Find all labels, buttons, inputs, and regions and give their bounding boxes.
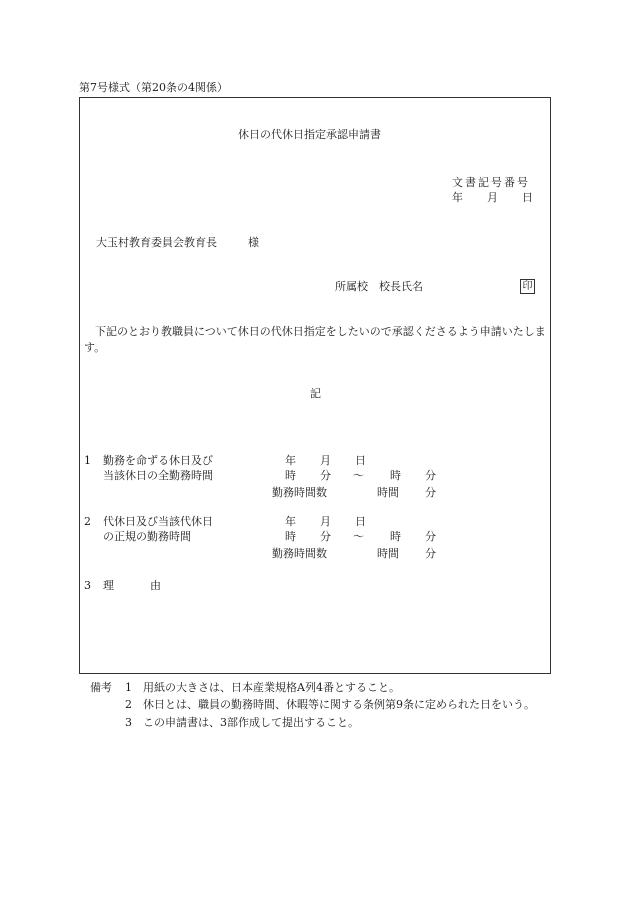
- note-2-text: 休日とは、職員の勤務時間、休暇等に関する条例第9条に定められた日をいう。: [143, 698, 535, 711]
- item-1-tilde: 〜: [353, 469, 364, 482]
- item-1-year: 年: [285, 454, 296, 467]
- item-1-minute2: 分: [425, 469, 436, 482]
- item-3-reason-char-2: 由: [150, 579, 161, 592]
- item-1-count-label: 勤務時間数: [272, 486, 327, 499]
- item-2-number: 2: [84, 515, 91, 528]
- item-2-label-line2: の正規の勤務時間: [103, 530, 191, 543]
- date-year-label: 年: [452, 191, 463, 204]
- request-body-text: 下記のとおり教職員について休日の代休日指定をしたいので承認くださるよう申請いたします。: [84, 325, 546, 354]
- item-1-hour: 時: [285, 469, 296, 482]
- item-2-count-label: 勤務時間数: [272, 547, 327, 560]
- note-1-number: 1: [125, 681, 132, 694]
- item-3-number: 3: [84, 579, 91, 592]
- seal-mark: [520, 279, 535, 294]
- item-1-number: 1: [84, 454, 91, 467]
- item-1-count-minute: 分: [425, 486, 436, 499]
- note-3-number: 3: [125, 716, 132, 729]
- date-month-label: 月: [487, 191, 498, 204]
- item-1-count-hour: 時間: [377, 486, 399, 499]
- item-1-label-line2: 当該休日の全勤務時間: [103, 469, 213, 482]
- note-3-text: この申請書は、3部作成して提出すること。: [143, 716, 359, 729]
- item-2-day: 日: [355, 515, 366, 528]
- item-2-minute2: 分: [425, 530, 436, 543]
- item-2-count-hour: 時間: [377, 547, 399, 560]
- item-2-tilde: 〜: [353, 530, 364, 543]
- document-number-label: 文書記号番号: [452, 176, 530, 189]
- ki-heading: 記: [310, 387, 321, 400]
- item-1-day: 日: [355, 454, 366, 467]
- signer-label: 所属校 校長氏名: [335, 280, 423, 293]
- note-1-text: 用紙の大きさは、日本産業規格A列4番とすること。: [143, 681, 400, 694]
- item-2-month: 月: [320, 515, 331, 528]
- addressee-honorific: 様: [248, 236, 259, 249]
- notes-heading: 備考: [90, 681, 112, 694]
- item-1-label-line1: 勤務を命ずる休日及び: [103, 454, 213, 467]
- item-1-month: 月: [320, 454, 331, 467]
- item-2-hour: 時: [285, 530, 296, 543]
- form-number-label: 第7号様式（第20条の4関係）: [79, 81, 228, 94]
- item-1-minute: 分: [320, 469, 331, 482]
- item-2-hour2: 時: [390, 530, 401, 543]
- item-2-count-minute: 分: [425, 547, 436, 560]
- item-2-year: 年: [285, 515, 296, 528]
- addressee-name: 大玉村教育委員会教育長: [96, 236, 217, 249]
- date-day-label: 日: [522, 191, 533, 204]
- item-1-hour2: 時: [390, 469, 401, 482]
- item-2-label-line1: 代休日及び当該代休日: [103, 515, 213, 528]
- item-2-minute: 分: [320, 530, 331, 543]
- seal-char: 印: [520, 279, 535, 294]
- note-2-number: 2: [125, 698, 132, 711]
- item-3-reason-char-1: 理: [103, 579, 114, 592]
- document-title: 休日の代休日指定承認申請書: [238, 128, 381, 141]
